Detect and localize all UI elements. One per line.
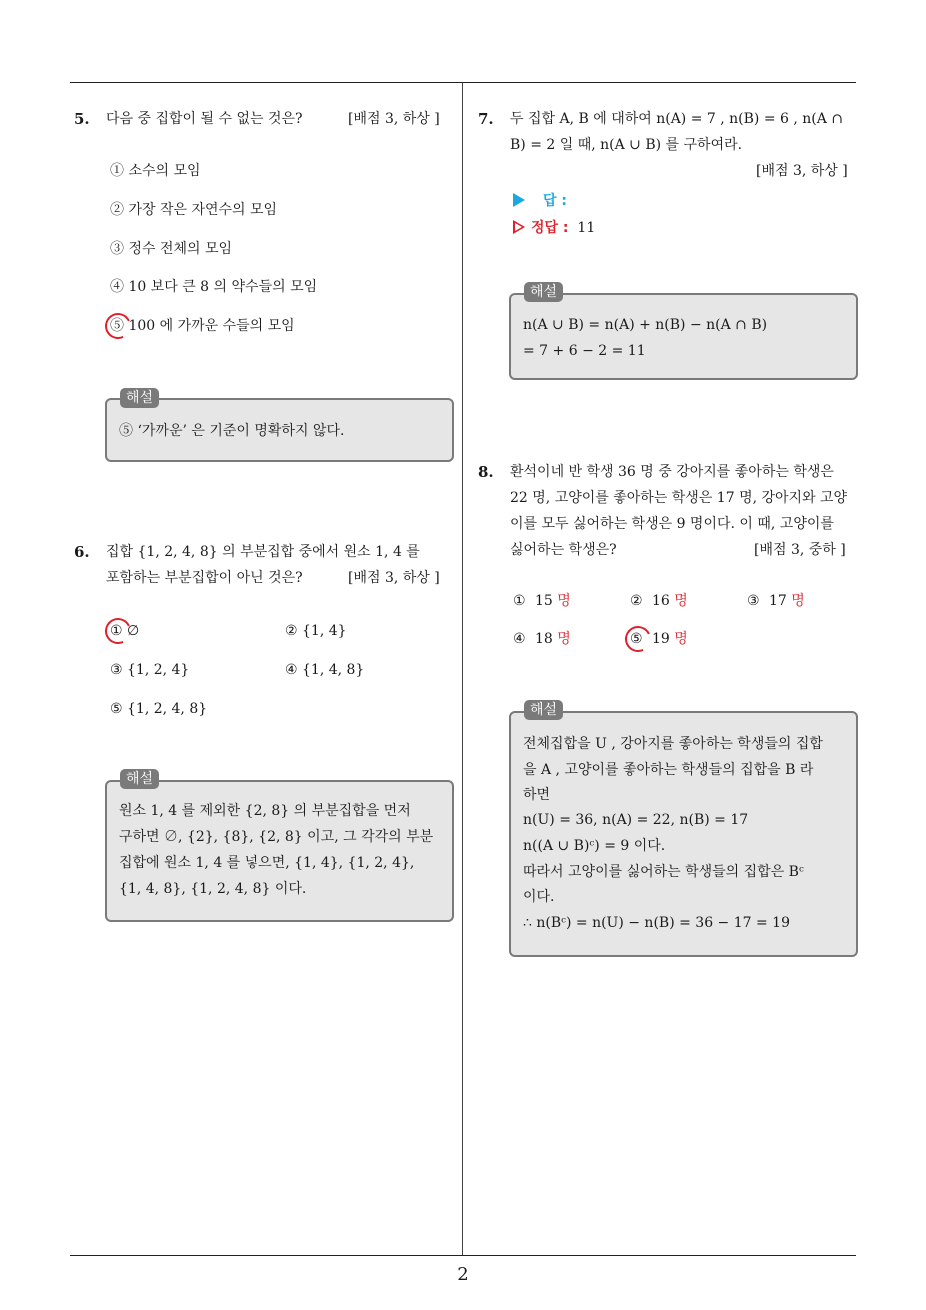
- choice-mark: ③: [747, 593, 760, 609]
- choice-unit: 명: [674, 631, 688, 647]
- question-number: 6.: [74, 543, 90, 561]
- outline-triangle-icon: [513, 220, 525, 234]
- choice-unit: 명: [557, 631, 571, 647]
- explanation-box: [509, 293, 858, 380]
- question-text-line-2: 22 명, 고양이를 좋아하는 학생은 17 명, 강아지와 고양: [510, 490, 848, 506]
- explanation-line: 따라서 고양이를 싫어하는 학생들의 집합은 Bᶜ: [523, 864, 804, 880]
- explanation-line: ⑤ ‘가까운’ 은 기준이 명확하지 않다.: [119, 423, 345, 439]
- choice-4[interactable]: ④ {1, 4, 8}: [285, 662, 365, 678]
- explanation-line: 원소 1, 4 를 제외한 {2, 8} 의 부분집합을 먼저: [119, 803, 411, 819]
- question-text-line-2: 포함하는 부분집합이 아닌 것은?: [106, 570, 303, 586]
- explanation-line: ∴ n(Bᶜ) = n(U) − n(B) = 36 − 17 = 19: [523, 915, 790, 931]
- question-text-line-1: 두 집합 A, B 에 대하여 n(A) = 7 , n(B) = 6 , n(A ∩: [510, 111, 844, 127]
- question-text-line-4: 싫어하는 학생은?: [510, 542, 617, 558]
- explanation-line: 집합에 원소 1, 4 를 넣으면, {1, 4}, {1, 2, 4},: [119, 855, 415, 871]
- choice-number: 16: [652, 593, 670, 609]
- page-number: 2: [457, 1264, 469, 1285]
- score-difficulty: [배점 3, 하상 ]: [348, 111, 440, 127]
- explanation-line: = 7 + 6 − 2 = 11: [523, 343, 646, 359]
- explanation-tag: 해설: [524, 700, 563, 720]
- top-rule: [70, 82, 856, 83]
- question-text: 다음 중 집합이 될 수 없는 것은?: [106, 111, 303, 127]
- choice-mark: ②: [630, 593, 643, 609]
- answer-row[interactable]: [513, 191, 567, 211]
- score-difficulty: [배점 3, 중하 ]: [754, 542, 846, 558]
- choice-mark: ⑤: [630, 631, 643, 647]
- selected-answer-circle: [101, 309, 134, 342]
- explanation-line: 이다.: [523, 889, 555, 905]
- choice-5[interactable]: ⑤ 100 에 가까운 수들의 모임: [110, 318, 295, 334]
- explanation-line: n(A ∪ B) = n(A) + n(B) − n(A ∩ B): [523, 317, 768, 333]
- choice-2[interactable]: ② 가장 작은 자연수의 모임: [110, 202, 278, 218]
- explanation-tag: 해설: [120, 769, 159, 789]
- column-divider: [462, 83, 463, 1255]
- choice-1[interactable]: [513, 591, 571, 611]
- choice-4[interactable]: ④ 10 보다 큰 8 의 약수들의 모임: [110, 279, 318, 295]
- question-number: 7.: [478, 110, 494, 128]
- explanation-box: [105, 398, 454, 462]
- selected-answer-circle: [101, 614, 134, 647]
- explanation-tag: 해설: [120, 388, 159, 408]
- score-difficulty: [배점 3, 하상 ]: [756, 163, 848, 179]
- choice-3[interactable]: [747, 591, 805, 611]
- choice-5[interactable]: ⑤ {1, 2, 4, 8}: [110, 701, 208, 717]
- question-number: 8.: [478, 463, 494, 481]
- question-number: 5.: [74, 110, 90, 128]
- choice-unit: 명: [791, 593, 805, 609]
- choice-4[interactable]: [513, 629, 571, 649]
- correct-label: 정답 :: [531, 220, 569, 236]
- explanation-line: 하면: [523, 787, 551, 803]
- explanation-box: [105, 780, 454, 922]
- choice-number: 15: [535, 593, 553, 609]
- question-text-line-2: B) = 2 일 때, n(A ∪ B) 를 구하여라.: [510, 137, 743, 153]
- answer-label: 답 :: [543, 193, 567, 209]
- choice-number: 17: [769, 593, 787, 609]
- bottom-rule: [70, 1255, 856, 1256]
- choice-unit: 명: [674, 593, 688, 609]
- play-triangle-icon: [513, 193, 525, 207]
- choice-2[interactable]: ② {1, 4}: [285, 623, 347, 639]
- explanation-line: 전체집합을 U , 강아지를 좋아하는 학생들의 집합: [523, 736, 823, 752]
- choice-3[interactable]: ③ {1, 2, 4}: [110, 662, 190, 678]
- selected-answer-circle: [621, 622, 654, 655]
- choice-3[interactable]: ③ 정수 전체의 모임: [110, 241, 233, 257]
- choice-1[interactable]: ① 소수의 모임: [110, 163, 201, 179]
- question-text-line-1: 환석이네 반 학생 36 명 중 강아지를 좋아하는 학생은: [510, 464, 834, 480]
- correct-value: 11: [577, 220, 596, 236]
- question-text-line-3: 이를 모두 싫어하는 학생은 9 명이다. 이 때, 고양이를: [510, 516, 834, 532]
- explanation-line: {1, 4, 8}, {1, 2, 4, 8} 이다.: [119, 881, 307, 897]
- choice-1[interactable]: ① ∅: [110, 623, 140, 639]
- choice-number: 18: [535, 631, 553, 647]
- explanation-line: n((A ∪ B)ᶜ) = 9 이다.: [523, 838, 666, 854]
- score-difficulty: [배점 3, 하상 ]: [348, 570, 440, 586]
- explanation-line: 구하면 ∅, {2}, {8}, {2, 8} 이고, 그 각각의 부분: [119, 829, 434, 845]
- explanation-line: n(U) = 36, n(A) = 22, n(B) = 17: [523, 812, 749, 828]
- choice-mark: ④: [513, 631, 526, 647]
- choice-unit: 명: [557, 593, 571, 609]
- explanation-tag: 해설: [524, 282, 563, 302]
- choice-number: 19: [652, 631, 670, 647]
- explanation-box: [509, 711, 858, 957]
- explanation-line: 을 A , 고양이를 좋아하는 학생들의 집합을 B 라: [523, 762, 814, 778]
- choice-2[interactable]: [630, 591, 688, 611]
- correct-answer-row: [513, 218, 595, 238]
- choice-mark: ①: [513, 593, 526, 609]
- question-text-line-1: 집합 {1, 2, 4, 8} 의 부분집합 중에서 원소 1, 4 를: [106, 544, 420, 560]
